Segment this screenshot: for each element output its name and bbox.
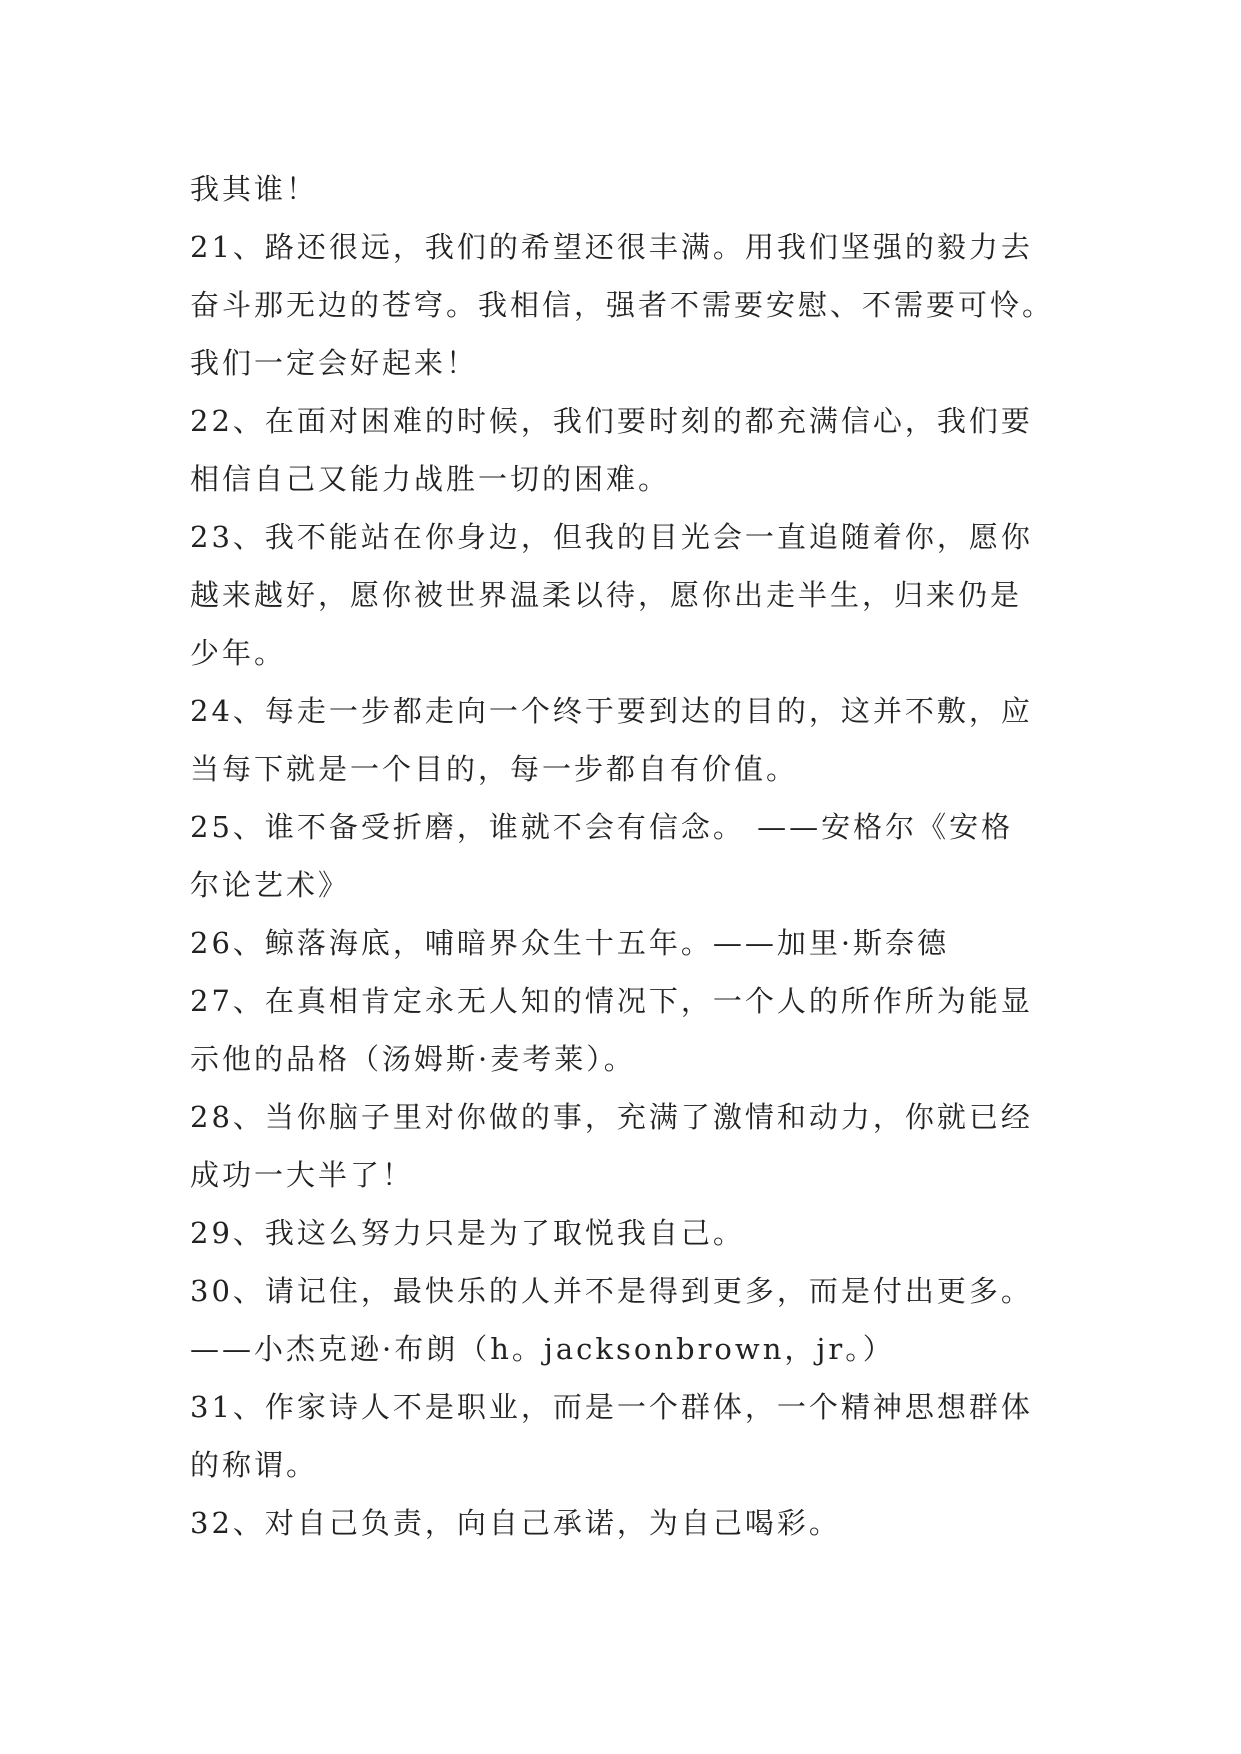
text-line: 27、在真相肯定永无人知的情况下，一个人的所作所为能显 — [190, 984, 1033, 1018]
text-line: 的称谓。 — [190, 1448, 319, 1482]
text-line: 相信自己又能力战胜一切的困难。 — [190, 462, 671, 496]
text-line: 32、对自己负责，向自己承诺，为自己喝彩。 — [190, 1506, 841, 1540]
document-body — [190, 160, 1070, 1552]
text-line: 成功一大半了！ — [190, 1158, 415, 1192]
text-line: 24、每走一步都走向一个终于要到达的目的，这并不敷，应 — [190, 694, 1033, 728]
text-line: 26、鲸落海底，哺暗界众生十五年。——加里·斯奈德 — [190, 926, 950, 960]
text-line: 21、路还很远，我们的希望还很丰满。用我们坚强的毅力去 — [190, 230, 1033, 264]
text-line: 示他的品格（汤姆斯·麦考莱）。 — [190, 1042, 636, 1076]
text-line: 23、我不能站在你身边，但我的目光会一直追随着你，愿你 — [190, 520, 1033, 554]
text-line: 奋斗那无边的苍穹。我相信，强者不需要安慰、不需要可怜。 — [190, 288, 1055, 322]
text-line: 我们一定会好起来！ — [190, 346, 479, 380]
text-line: 29、我这么努力只是为了取悦我自己。 — [190, 1216, 745, 1250]
text-line: 越来越好，愿你被世界温柔以待，愿你出走半生，归来仍是 — [190, 578, 1023, 612]
text-line: 少年。 — [190, 636, 287, 670]
text-line: 31、作家诗人不是职业，而是一个群体，一个精神思想群体 — [190, 1390, 1033, 1424]
text-line: 我其谁！ — [190, 172, 319, 206]
text-line: 22、在面对困难的时候，我们要时刻的都充满信心，我们要 — [190, 404, 1033, 438]
text-line: 28、当你脑子里对你做的事，充满了激情和动力，你就已经 — [190, 1100, 1033, 1134]
text-line: 30、请记住，最快乐的人并不是得到更多，而是付出更多。 — [190, 1274, 1033, 1308]
text-line: 25、谁不备受折磨，谁就不会有信念。 ——安格尔《安格 — [190, 810, 1014, 844]
text-line: ——小杰克逊·布朗（h。jacksonbrown，jr。） — [190, 1332, 895, 1366]
text-line: 当每下就是一个目的，每一步都自有价值。 — [190, 752, 799, 786]
text-line: 尔论艺术》 — [190, 868, 351, 902]
